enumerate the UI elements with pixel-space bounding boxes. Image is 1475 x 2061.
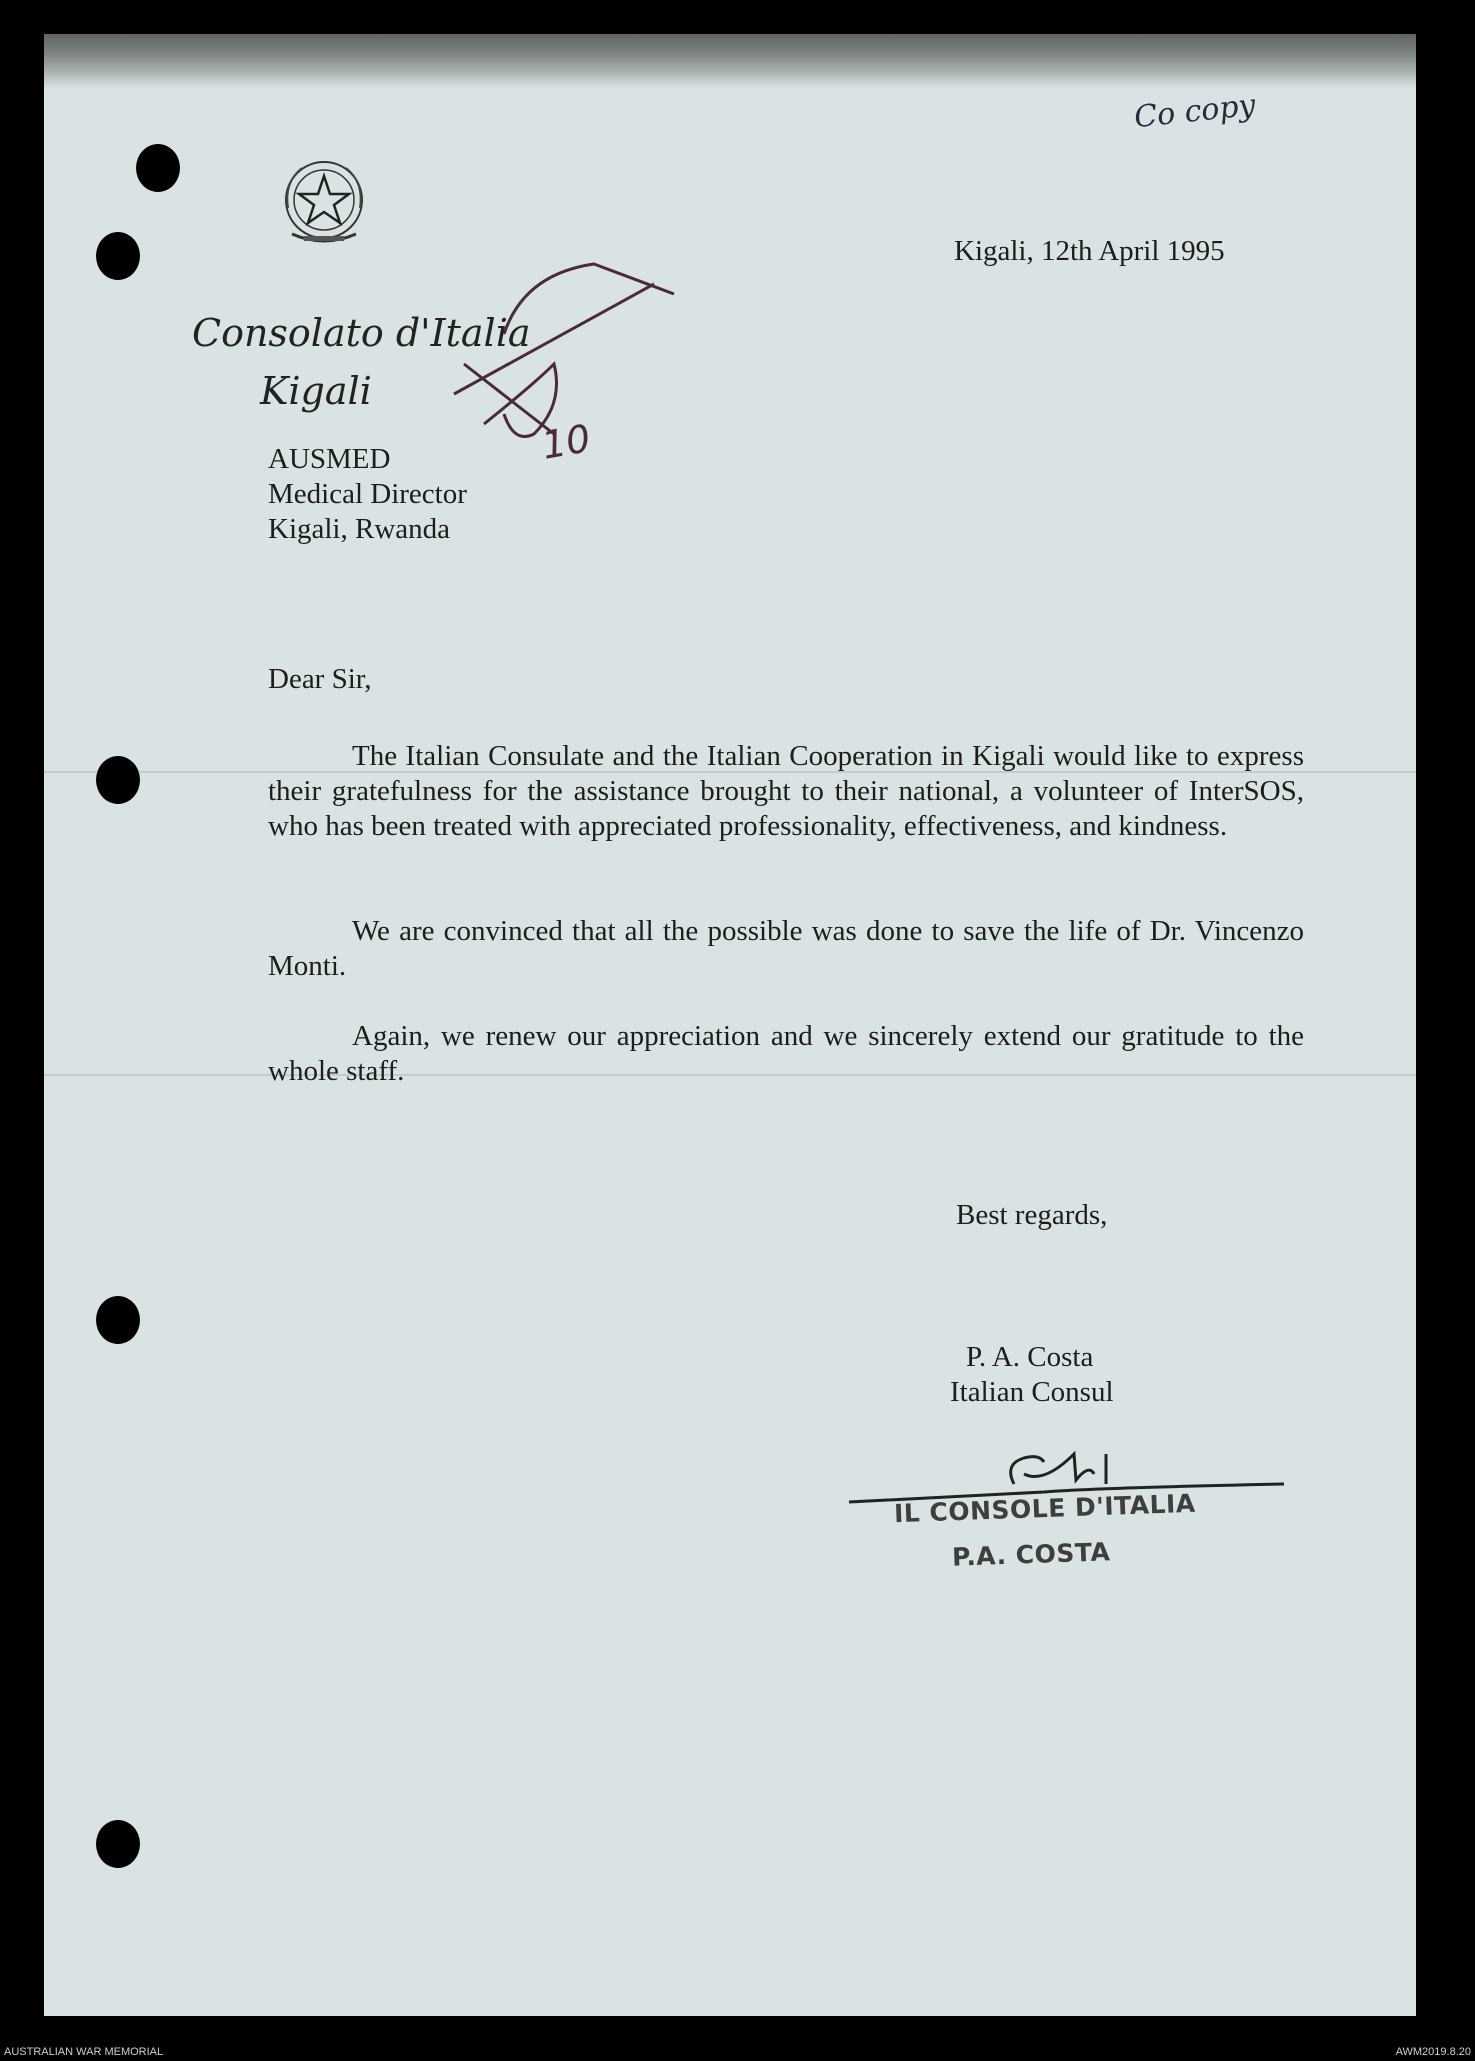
closing: Best regards, bbox=[956, 1199, 1108, 1231]
margin-note: Co copy bbox=[1132, 87, 1258, 136]
signatory-title: Italian Consul bbox=[950, 1376, 1114, 1408]
punch-hole bbox=[96, 756, 140, 804]
footer-archive-label: AUSTRALIAN WAR MEMORIAL bbox=[4, 2046, 164, 2058]
stamp-line-2: P.A. COSTA bbox=[951, 1537, 1111, 1572]
recipient-line-2: Medical Director bbox=[268, 478, 467, 510]
signatory-name: P. A. Costa bbox=[966, 1341, 1094, 1373]
letterhead-line2: Kigali bbox=[260, 369, 372, 413]
punch-hole bbox=[136, 144, 180, 192]
handwritten-number: 10 bbox=[538, 416, 594, 468]
date-line: Kigali, 12th April 1995 bbox=[954, 235, 1225, 267]
scan-shadow bbox=[44, 34, 1416, 88]
salutation: Dear Sir, bbox=[268, 663, 372, 695]
body-paragraph-1: The Italian Consulate and the Italian Cooperation in Kigali would like to express their gratefulness for the assistance brought to their national, a volunteer of InterSOS, who has been treated with appreciated professionality, effectiveness, and kindness. bbox=[268, 740, 1304, 842]
punch-hole bbox=[96, 1820, 140, 1868]
recipient-line-3: Kigali, Rwanda bbox=[268, 513, 451, 545]
letterhead-line1: Consolato d'Italia bbox=[192, 311, 531, 355]
punch-hole bbox=[96, 1296, 140, 1344]
punch-hole bbox=[96, 232, 140, 280]
recipient-line-1: AUSMED bbox=[268, 443, 391, 475]
body-paragraph-2: We are convinced that all the possible was done to save the life of Dr. Vincenzo Monti. bbox=[268, 915, 1304, 982]
letter-page bbox=[44, 34, 1416, 2016]
footer-accession-number: AWM2019.8.20 bbox=[1395, 2046, 1471, 2058]
stamp-line-1: IL CONSOLE D'ITALIA bbox=[893, 1488, 1197, 1529]
italian-republic-emblem-icon bbox=[274, 152, 374, 252]
body-paragraph-3: Again, we renew our appreciation and we sincerely extend our gratitude to the whole staff. bbox=[268, 1020, 1304, 1087]
